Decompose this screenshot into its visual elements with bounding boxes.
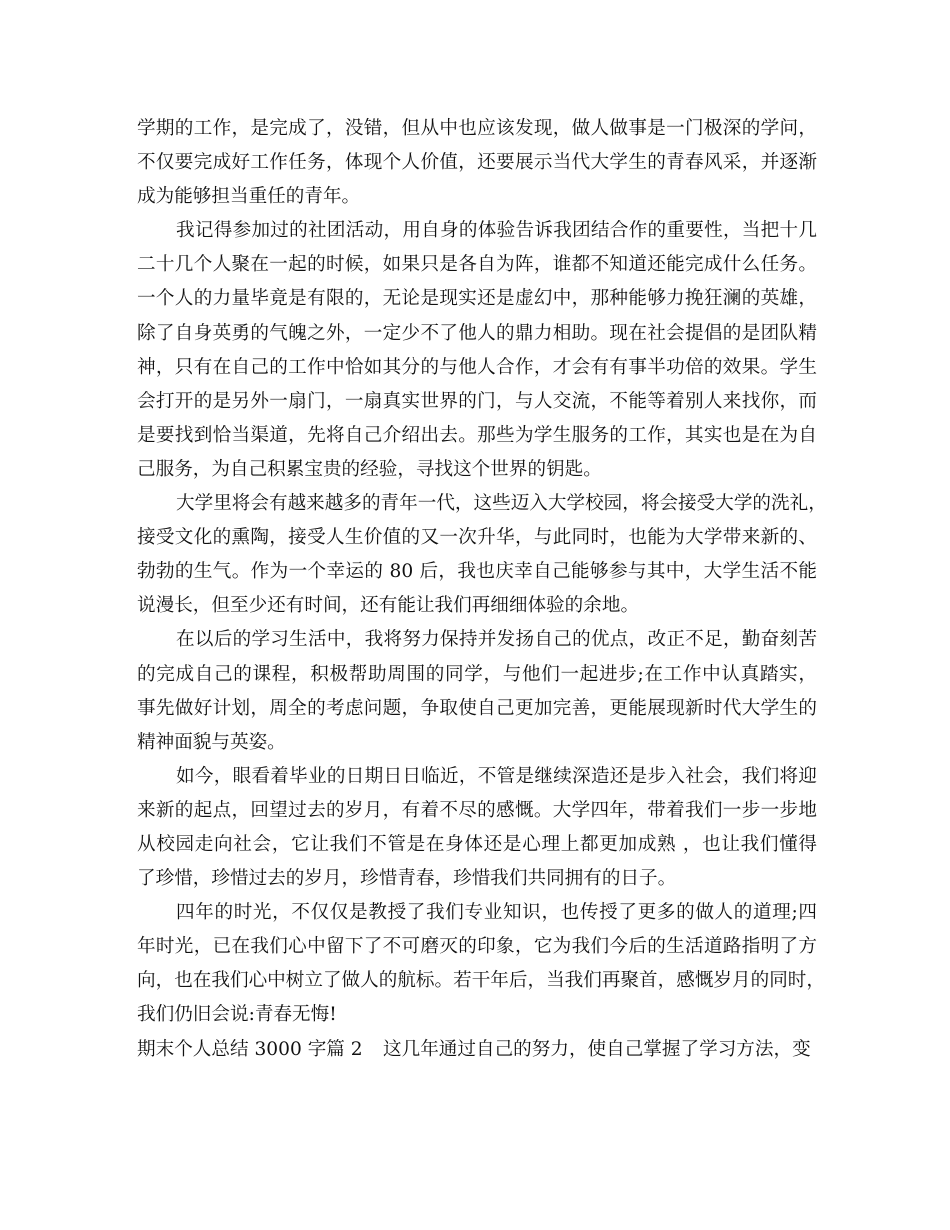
text-line: 如今，眼看着毕业的日期日日临近，不管是继续深造还是步入社会，我们将迎 bbox=[176, 765, 817, 787]
text-line: 的完成自己的课程，积极帮助周围的同学，与他们一起进步;在工作中认真踏实， bbox=[137, 663, 817, 685]
paragraph-5 bbox=[137, 760, 817, 896]
document-body bbox=[137, 112, 827, 1067]
text-line: 己服务，为自己积累宝贵的经验，寻找这个世界的钥匙。 bbox=[137, 458, 602, 480]
paragraph-1 bbox=[137, 112, 817, 214]
text-line: 来新的起点，回望过去的岁月，有着不尽的感慨。大学四年，带着我们一步一步地 bbox=[137, 799, 817, 821]
text-line: 向，也在我们心中树立了做人的航标。若干年后，当我们再聚首，感慨岁月的同时， bbox=[137, 970, 825, 992]
paragraph-4 bbox=[137, 623, 817, 759]
text-line: 在以后的学习生活中，我将努力保持并发扬自己的优点，改正不足，勤奋刻苦 bbox=[176, 629, 817, 651]
text-line: 一个人的力量毕竟是有限的，无论是现实还是虚幻中，那种能够力挽狂澜的英雄， bbox=[137, 288, 817, 310]
text-line: 神，只有在自己的工作中恰如其分的与他人合作，才会有有事半功倍的效果。学生 bbox=[137, 356, 817, 378]
text-line: 四年的时光，不仅仅是教授了我们专业知识，也传授了更多的做人的道理;四 bbox=[176, 902, 817, 924]
text-line: 二十几个人聚在一起的时候，如果只是各自为阵，谁都不知道还能完成什么任务。 bbox=[137, 254, 817, 276]
text-line: 接受文化的熏陶，接受人生价值的又一次升华，与此同时，也能为大学带来新的、 bbox=[137, 527, 817, 549]
text-line: 勃勃的生气。作为一个幸运的 80 后，我也庆幸自己能够参与其中，大学生活不能 bbox=[137, 561, 817, 583]
section-2-start bbox=[137, 1033, 817, 1067]
text-line: 说漫长，但至少还有时间，还有能让我们再细细体验的余地。 bbox=[137, 595, 640, 617]
text-line: 学期的工作，是完成了，没错，但从中也应该发现，做人做事是一门极深的学问， bbox=[137, 118, 817, 139]
text-line: 我们仍旧会说:青春无悔! bbox=[137, 1004, 337, 1026]
section-heading: 期末个人总结 3000 字篇 2 bbox=[137, 1038, 363, 1060]
paragraph-2 bbox=[137, 214, 817, 487]
text-line: 是要找到恰当渠道，先将自己介绍出去。那些为学生服务的工作，其实也是在为自 bbox=[137, 424, 817, 446]
text-line: 不仅要完成好工作任务，体现个人价值，还要展示当代大学生的青春风采，并逐渐 bbox=[137, 152, 817, 174]
text-line: 从校园走向社会，它让我们不管是在身体还是心理上都更加成熟 ，也让我们懂得 bbox=[137, 833, 817, 855]
text-line: 除了自身英勇的气魄之外，一定少不了他人的鼎力相助。现在社会提倡的是团队精 bbox=[137, 322, 817, 344]
text-line: 事先做好计划，周全的考虑问题，争取使自己更加完善，更能展现新时代大学生的 bbox=[137, 697, 817, 719]
text-line: 大学里将会有越来越多的青年一代，这些迈入大学校园，将会接受大学的洗礼， bbox=[176, 493, 827, 515]
text-line: 我记得参加过的社团活动，用自身的体验告诉我团结合作的重要性，当把十几 bbox=[176, 220, 817, 242]
text-line: 成为能够担当重任的青年。 bbox=[137, 186, 361, 208]
paragraph-6 bbox=[137, 896, 825, 1032]
text-line: 精神面貌与英姿。 bbox=[137, 731, 286, 753]
paragraph-3 bbox=[137, 487, 827, 623]
text-line: 了珍惜，珍惜过去的岁月，珍惜青春，珍惜我们共同拥有的日子。 bbox=[137, 868, 677, 890]
section-first-line: 这几年通过自己的努力，使自己掌握了学习方法，变 bbox=[383, 1038, 811, 1060]
text-line: 会打开的是另外一扇门，一扇真实世界的门，与人交流，不能等着别人来找你，而 bbox=[137, 390, 817, 412]
text-line: 年时光，已在我们心中留下了不可磨灭的印象，它为我们今后的生活道路指明了方 bbox=[137, 936, 817, 958]
